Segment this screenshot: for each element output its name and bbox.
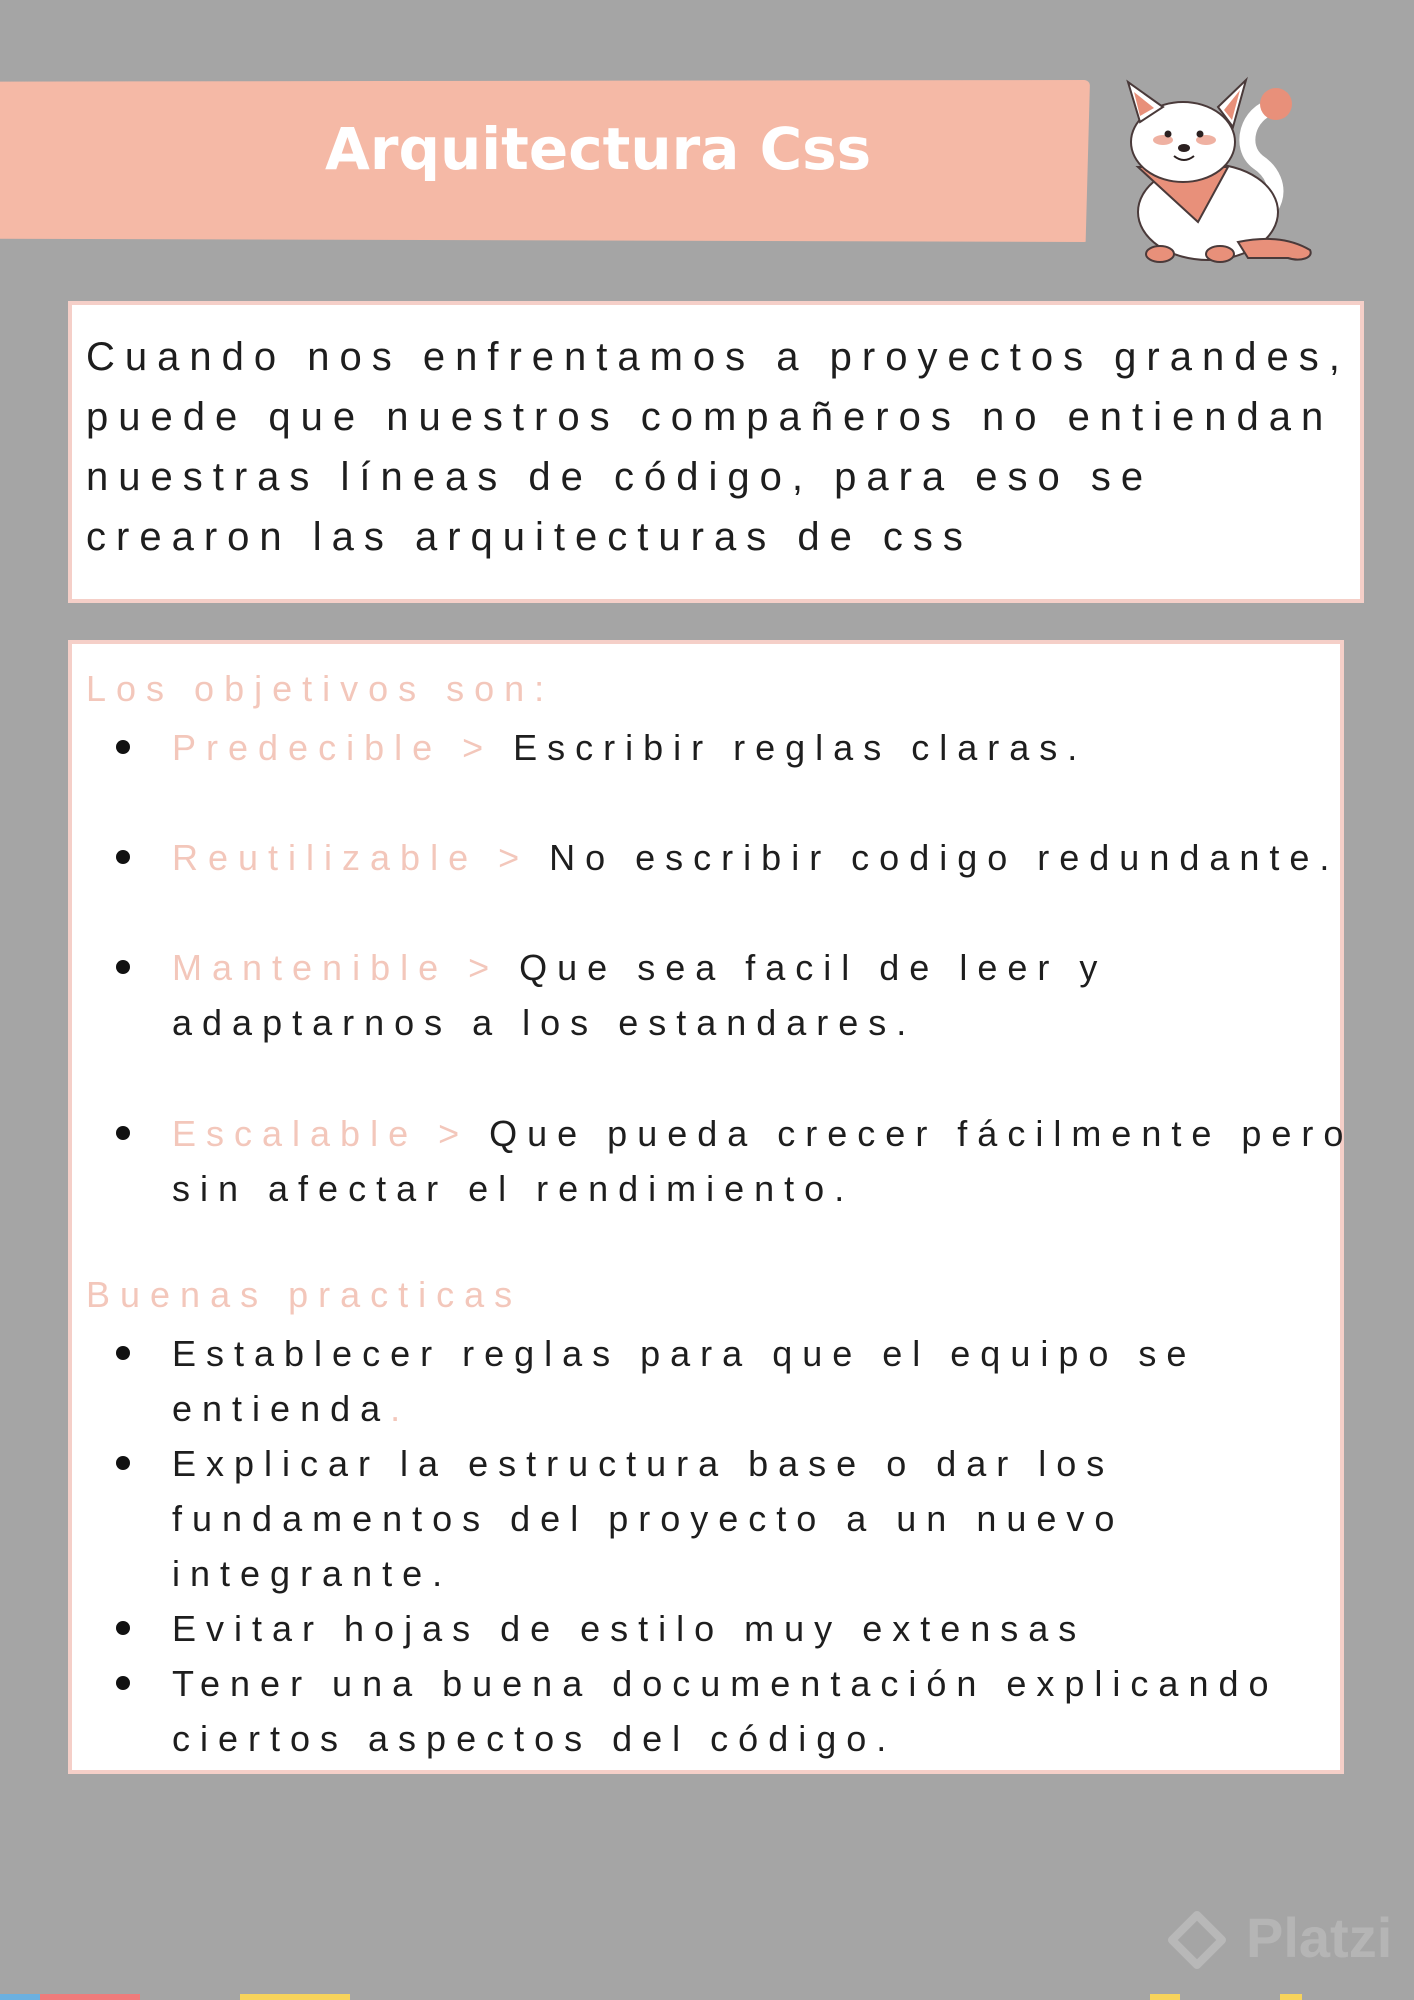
bullet-icon — [116, 1126, 130, 1140]
objective-desc: No escribir codigo redundante. — [549, 837, 1340, 878]
platzi-logo-icon — [1168, 1911, 1226, 1969]
objective-separator: > — [442, 727, 514, 768]
practice-line: integrante. — [172, 1553, 453, 1594]
intro-text — [86, 327, 1356, 567]
objective-desc: Escribir reglas claras. — [513, 727, 1088, 768]
cat-illustration — [1088, 72, 1328, 272]
objective-separator: > — [448, 947, 520, 988]
footer-stripe — [1150, 1994, 1180, 2000]
practice-line: entienda — [172, 1388, 391, 1429]
bullet-icon — [116, 960, 130, 974]
bullet-icon — [116, 1346, 130, 1360]
objectives-heading: Los objetivos son: — [86, 668, 555, 709]
footer-stripe — [1280, 1994, 1302, 2000]
objective-desc-cont: sin afectar el rendimiento. — [172, 1168, 855, 1209]
platzi-watermark — [1168, 1905, 1408, 1975]
practice-line: ciertos aspectos del código. — [172, 1718, 897, 1759]
objective-separator: > — [478, 837, 550, 878]
objective-term: Mantenible — [172, 947, 449, 988]
objective-term: Reutilizable — [172, 837, 479, 878]
practice-line: Establecer reglas para que el equipo se — [172, 1333, 1197, 1374]
intro-line: nuestras líneas de código, para eso se — [86, 455, 1154, 499]
page-title: Arquitectura Css — [325, 115, 872, 183]
bullet-icon — [116, 1456, 130, 1470]
bullet-icon — [116, 1621, 130, 1635]
practice-trail: . — [390, 1388, 411, 1429]
intro-line: crearon las arquitecturas de css — [86, 515, 973, 559]
content-box — [68, 640, 1354, 1774]
objective-desc-cont: adaptarnos a los estandares. — [172, 1002, 917, 1043]
objective-separator: > — [418, 1113, 490, 1154]
bullet-icon — [116, 740, 130, 754]
intro-line: puede que nuestros compañeros no entiendan — [86, 395, 1334, 439]
footer-stripe — [240, 1994, 350, 2000]
intro-box — [68, 301, 1364, 603]
practices-heading: Buenas practicas — [86, 1274, 523, 1315]
practice-line: Tener una buena documentación explicando — [172, 1663, 1279, 1704]
bullet-icon — [116, 1676, 130, 1690]
intro-line: Cuando nos enfrentamos a proyectos grandes, — [86, 335, 1350, 379]
objective-term: Predecible — [172, 727, 443, 768]
practice-line: Evitar hojas de estilo muy extensas — [172, 1608, 1087, 1649]
practice-line: Explicar la estructura base o dar los — [172, 1443, 1115, 1484]
objective-desc: Que pueda crecer fácilmente pero — [489, 1113, 1354, 1154]
footer-stripe — [0, 1994, 40, 2000]
watermark-brand: Platzi — [1246, 1906, 1393, 1969]
practice-line: fundamentos del proyecto a un nuevo — [172, 1498, 1125, 1539]
objective-desc: Que sea facil de leer y — [519, 947, 1108, 988]
bullet-icon — [116, 850, 130, 864]
footer-stripe — [40, 1994, 140, 2000]
objective-term: Escalable — [172, 1113, 419, 1154]
